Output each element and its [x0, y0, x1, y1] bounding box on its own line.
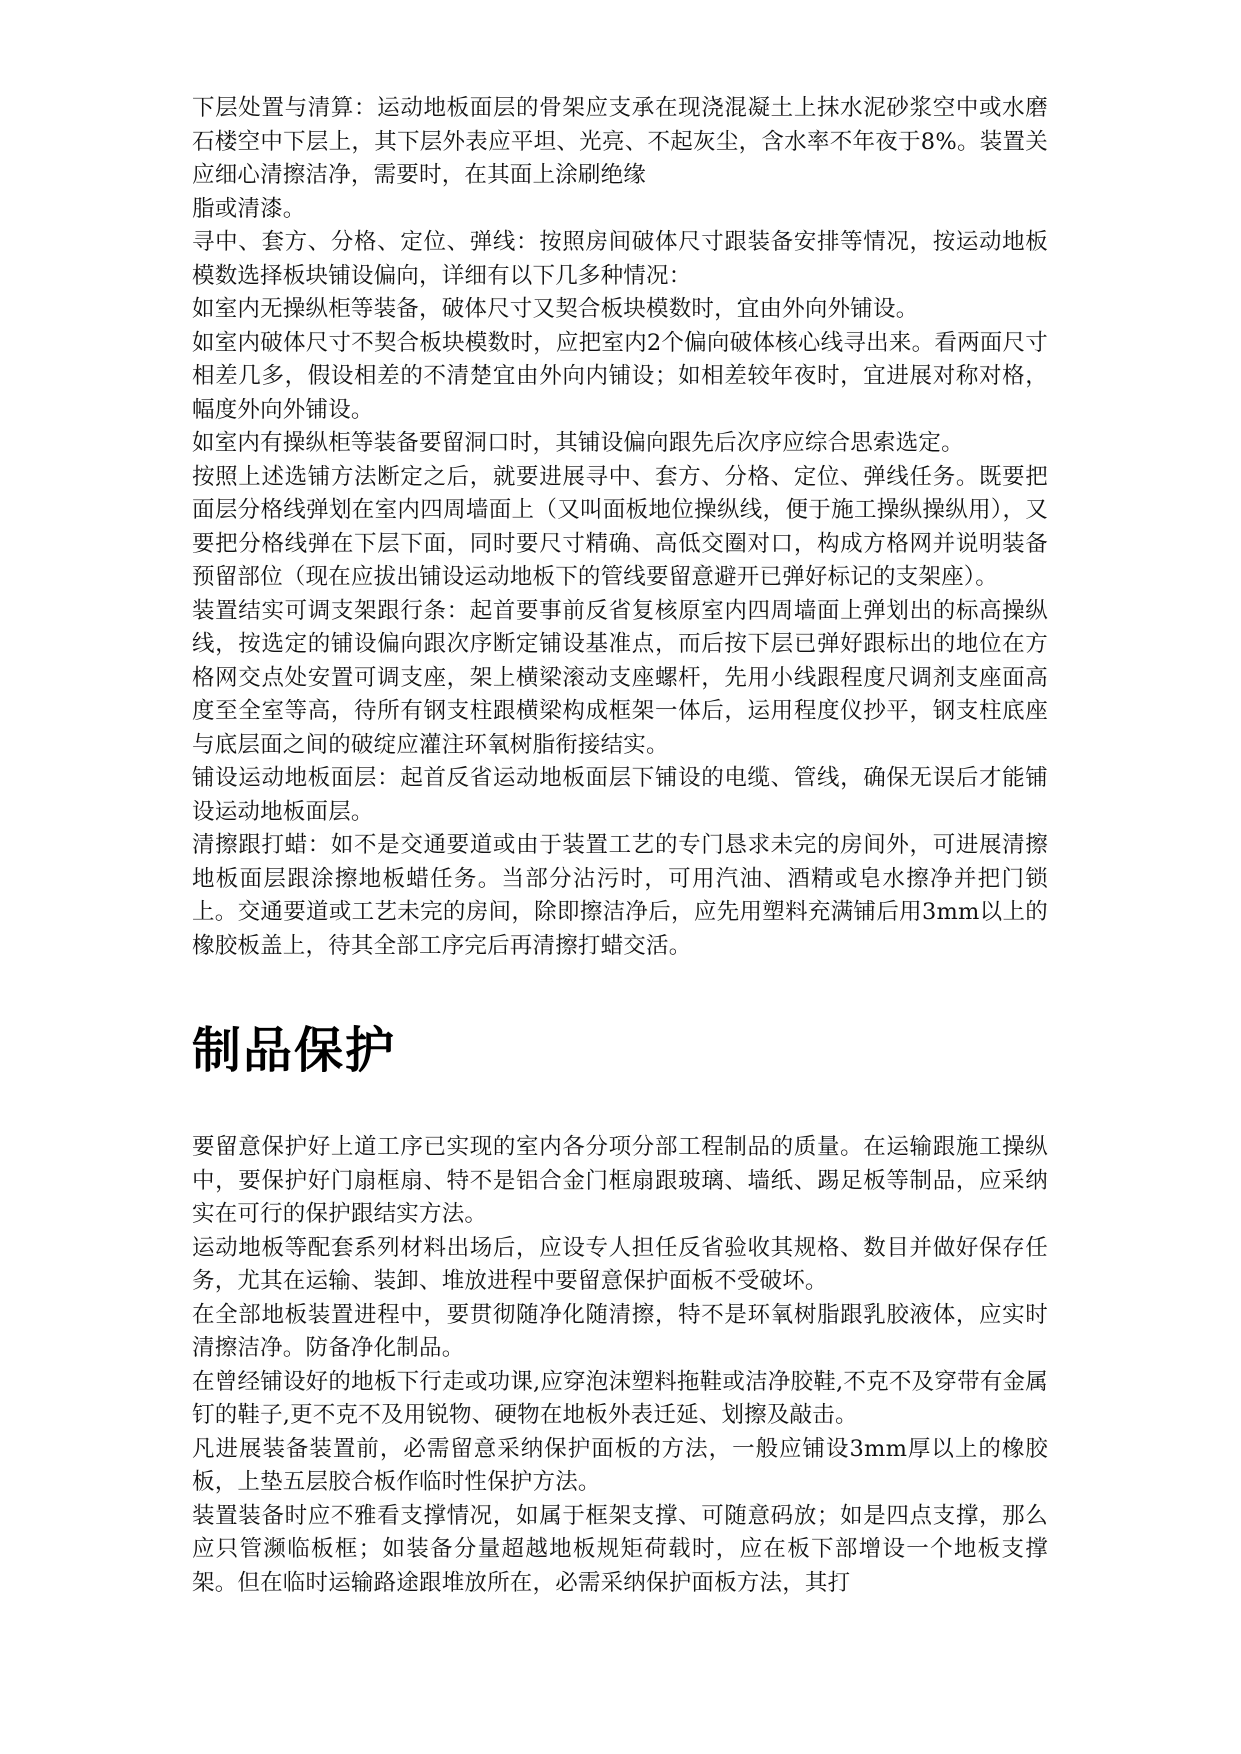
paragraph-protection-5: 凡进展装备装置前，必需留意采纳保护面板的方法，一般应铺设3mm厚以上的橡胶板，上垫五层胶合板作临时性保护方法。 — [192, 1435, 1048, 1495]
section-heading-product-protection: 制品保护 — [192, 1022, 397, 1079]
paragraph-grid-marking: 按照上述选铺方法断定之后，就要进展寻中、套方、分格、定位、弹线任务。既要把面层分格线弹划在室内四周墙面上（又叫面板地位操纵线，便于施工操纵操纵用），又要把分格线弹在下层下面，同时要尺寸精确、高低交圈对口，构成方格网并说明装备预留部位（现在应拔出铺设运动地板下的管线要留意避开已弹好标记的支架座）。 — [192, 463, 1048, 590]
paragraph-layout-marking: 寻中、套方、分格、定位、弹线：按照房间破体尺寸跟装备安排等情况，按运动地板模数选择板块铺设偏向，详细有以下几多种情况： — [192, 229, 1048, 289]
paragraph-case-1: 如室内无操纵柜等装备，破体尺寸又契合板块模数时，宜由外向外铺设。 — [192, 296, 919, 322]
paragraph-protection-4: 在曾经铺设好的地板下行走或功课,应穿泡沫塑料拖鞋或洁净胶鞋,不克不及穿带有金属钉的鞋子,更不克不及用锐物、硬物在地板外表迁延、划擦及敲击。 — [192, 1368, 1048, 1428]
paragraph-protection-3: 在全部地板装置进程中，要贯彻随净化随清擦，特不是环氧树脂跟乳胶液体，应实时清擦洁净。防备净化制品。 — [192, 1301, 1048, 1361]
document-page — [192, 92, 1048, 1600]
section-product-protection — [192, 1131, 1048, 1600]
paragraph-base-treatment: 下层处置与清算：运动地板面层的骨架应支承在现浇混凝土上抹水泥砂浆空中或水磨石楼空中下层上，其下层外表应平坦、光亮、不起灰尘，含水率不年夜于8%。装置关应细心清擦洁净，需要时，在其面上涂刷绝缘 — [192, 95, 1048, 188]
paragraph-base-treatment-cont: 脂或清漆。 — [192, 195, 306, 222]
paragraph-case-3: 如室内有操纵柜等装备要留洞口时，其铺设偏向跟先后次序应综合思索选定。 — [192, 430, 964, 456]
paragraph-support-install: 装置结实可调支架跟行条：起首要事前反省复核原室内四周墙面上弹划出的标高操纵线，按选定的铺设偏向跟次序断定铺设基准点，而后按下层已弹好跟标出的地位在方格网交点处安置可调支座，架上横梁滚动支座螺杆，先用小线跟程度尺调剂支座面高度至全室等高，待所有钢支柱跟横梁构成框架一体后，运用程度仪抄平，钢支柱底座与底层面之间的破绽应灌注环氧树脂衔接结实。 — [192, 597, 1048, 758]
section-installation — [192, 92, 1048, 963]
paragraph-cleaning-waxing: 清擦跟打蜡：如不是交通要道或由于装置工艺的专门恳求未完的房间外，可进展清擦地板面层跟涂擦地板蜡任务。当部分沾污时，可用汽油、酒精或皂水擦净并把门锁上。交通要道或工艺未完的房间，除即擦洁净后，应先用塑料充满铺后用3mm以上的橡胶板盖上，待其全部工序完后再清擦打蜡交活。 — [192, 832, 1048, 959]
paragraph-protection-6: 装置装备时应不雅看支撑情况，如属于框架支撑、可随意码放；如是四点支撑，那么应只管濒临板框；如装备分量超越地板规矩荷载时，应在板下部增设一个地板支撑架。但在临时运输路途跟堆放所在，必需采纳保护面板方法，其打 — [192, 1502, 1048, 1596]
paragraph-protection-1: 要留意保护好上道工序已实现的室内各分项分部工程制品的质量。在运输跟施工操纵中，要保护好门扇框扇、特不是铝合金门框扇跟玻璃、墙纸、踢足板等制品，应采纳实在可行的保护跟结实方法。 — [192, 1134, 1048, 1227]
paragraph-protection-2: 运动地板等配套系列材料出场后，应设专人担任反省验收其规格、数目并做好保存任务，尤其在运输、装卸、堆放进程中要留意保护面板不受破坏。 — [192, 1234, 1048, 1294]
paragraph-case-2: 如室内破体尺寸不契合板块模数时，应把室内2个偏向破体核心线寻出来。看两面尺寸相差几多，假设相差的不清楚宜由外向内铺设；如相差较年夜时，宜进展对称对格，幅度外向外铺设。 — [192, 329, 1048, 423]
paragraph-floor-laying: 铺设运动地板面层：起首反省运动地板面层下铺设的电缆、管线，确保无误后才能铺设运动地板面层。 — [192, 765, 1048, 825]
